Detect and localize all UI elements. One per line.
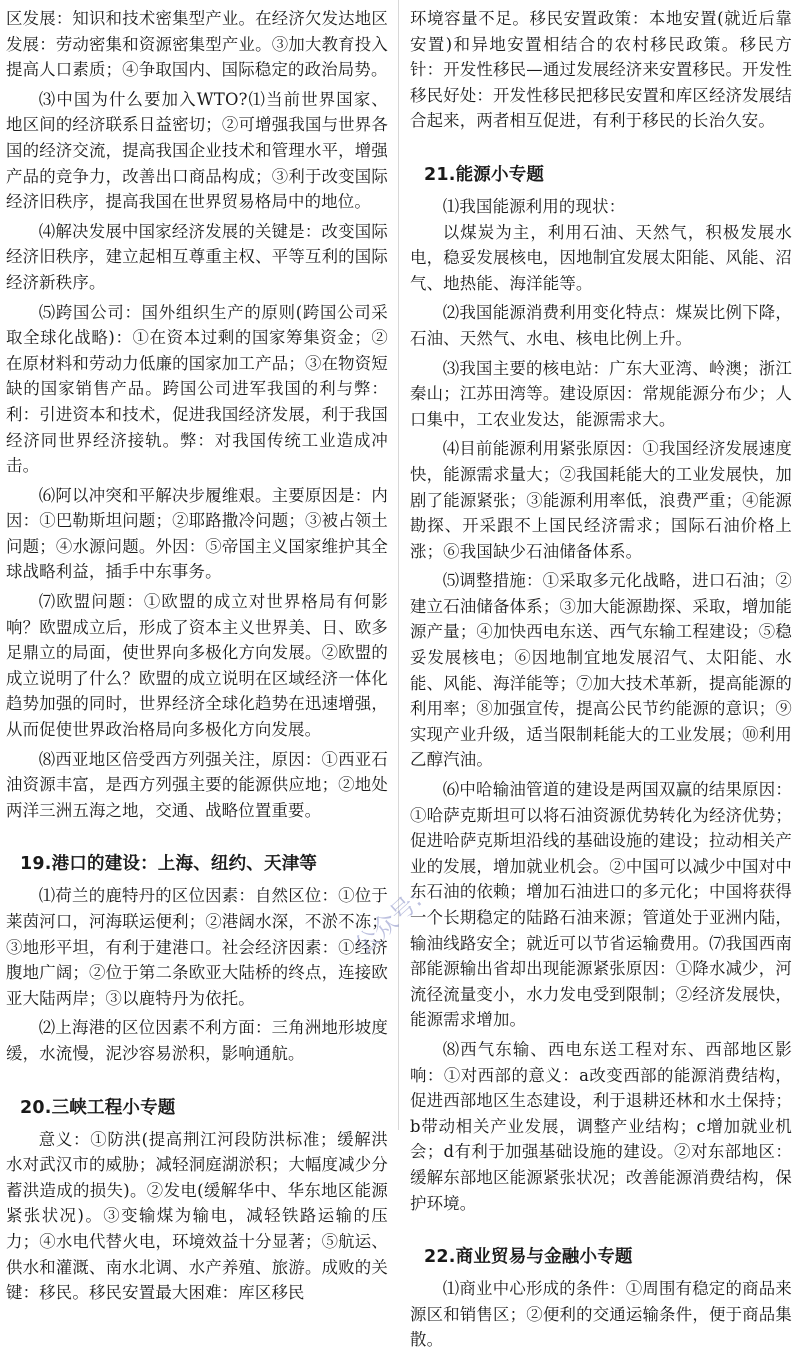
paragraph-eu: ⑺欧盟问题：①欧盟的成立对世界格局有何影响？欧盟成立后，形成了资本主义世界美、日、欧多足鼎立的局面，使世界向多极化方向发展。②欧盟的成立说明了什么？欧盟的成立说明在区域经济一体化趋势加强的同时，世界经济全球化趋势在迅速增强，从而促使世界政治格局向多极化方向发展。 (6, 592, 388, 740)
paragraph-energy-status: 以煤炭为主，利用石油、天然气，积极发展水电，稳妥发展核电，因地制宜发展太阳能、风能、沼气、地热能、海洋能等。 (410, 222, 792, 293)
paragraph-commerce-center: ⑴商业中心形成的条件：①周围有稳定的商品来源区和销售区；②便利的交通运输条件，便于商品集散。 (410, 1279, 792, 1350)
watermark: 公众号: (349, 885, 428, 961)
paragraph-wto: ⑶中国为什么要加入WTO?⑴当前世界国家、地区间的经济联系日益密切；②可增强我国与世界各国的经济交流，提高我国企业技术和管理水平，增强产品的竞争力，改善出口商品构成；③利于改变国际经济旧秩序，提高我国在世界贸易格局中的地位。 (6, 89, 388, 212)
section-heading-22: 22.商业贸易与金融小专题 (424, 1247, 633, 1268)
paragraph-multinationals: ⑸跨国公司：国外组织生产的原则(跨国公司采取全球化战略)：①在资本过剩的国家筹集资金；②在原材料和劳动力低廉的国家加工产品；③在物资短缺的国家销售产品。跨国公司进军我国的利与弊：利：引进资本和技术，促进我国经济发展，利于我国经济同世界经济接轨。弊：对我国传统工业造成冲击。 (6, 302, 388, 476)
paragraph-nuclear-plants: ⑶我国主要的核电站：广东大亚湾、岭澳；浙江秦山；江苏田湾等。建设原因：常规能源分布少；人口集中，工农业发达，能源需求大。 (410, 358, 792, 429)
paragraph-west-asia: ⑻西亚地区倍受西方列强关注，原因：①西亚石油资源丰富，是西方列强主要的能源供应地；②地处两洋三洲五海之地，交通、战略位置重要。 (6, 749, 388, 820)
paragraph-shanghai-port: ⑵上海港的区位因素不利方面：三角洲地形坡度缓，水流慢，泥沙容易淤积，影响通航。 (6, 1018, 388, 1063)
section-heading-19: 19.港口的建设：上海、纽约、天津等 (20, 854, 318, 875)
paragraph-pipeline: ⑹中哈输油管道的建设是两国双赢的结果原因：①哈萨克斯坦可以将石油资源优势转化为经济优势；促进哈萨克斯坦沿线的基础设施的建设；拉动相关产业的发展，增加就业机会。②中国可以减少中国对中东石油的依赖；增加石油进口的多元化；中国将获得一个长期稳定的陆路石油来源；管道处于亚洲内陆，输油线路安全；就近可以节省运输费用。⑺我国西南部能源输出省却出现能源紧张原因：①降水减少，河流径流量变小，水力发电受到限制；②经济发展快，能源需求增加。 (410, 780, 792, 1030)
right-column (410, 6, 792, 1353)
section-heading-20: 20.三峡工程小专题 (20, 1097, 176, 1118)
paragraph-energy-consumption: ⑵我国能源消费利用变化特点：煤炭比例下降，石油、天然气、水电、核电比例上升。 (410, 303, 792, 348)
paragraph-rotterdam: ⑴荷兰的鹿特丹的区位因素：自然区位：①位于莱茵河口，河海联运便利；②港阔水深，不淤不冻；③地形平坦，有利于建港口。社会经济因素：①经济腹地广阔；②位于第二条欧亚大陆桥的终点，连接欧亚大陆两岸；③以鹿特丹为依托。 (6, 886, 388, 1008)
paragraph-energy-measures: ⑸调整措施：①采取多元化战略，进口石油；②建立石油储备体系；③加大能源勘探、采取，增加能源产量；④加快西电东送、西气东输工程建设；⑤稳妥发展核电；⑥因地制宜地发展沼气、太阳能、水能、风能、海洋能等；⑦加大技术革新，提高能源的利用率；⑧加强宣传，提高公民节约能源的意识；⑨实现产业升级，适当限制耗能大的工业发展；⑩利用乙醇汽油。 (410, 571, 792, 770)
paragraph-resettlement: 环境容量不足。移民安置政策：本地安置(就近后靠安置)和异地安置相结合的农村移民政策。移民方针：开发性移民—通过发展经济来安置移民。开发性移民好处：开发性移民把移民安置和库区经济发展结合起来，两者相互促进，有利于移民的长治久安。 (410, 9, 792, 131)
paragraph-arab-israeli-conflict: ⑹阿以冲突和平解决步履维艰。主要原因是：内因：①巴勒斯坦问题；②耶路撒冷问题；③被占领土问题；④水源问题。外因：⑤帝国主义国家维护其全球战略利益，插手中东事务。 (6, 485, 388, 582)
paragraph-developing-countries: ⑷解决发展中国家经济发展的关键是：改变国际经济旧秩序，建立起相互尊重主权、平等互利的国际经济新秩序。 (6, 221, 388, 292)
paragraph-energy-status-title: ⑴我国能源利用的现状： (442, 196, 626, 216)
paragraph-three-gorges: 意义：①防洪(提高荆江河段防洪标准；缓解洪水对武汉市的威胁；减轻洞庭湖淤积；大幅度减少分蓄洪造成的损失)。②发电(缓解华中、华东地区能源紧张状况)。③变输煤为输电，减轻铁路运输的压力；④水电代替火电，环境效益十分显著；⑤航运、供水和灌溉、南水北调、水产养殖、旅游。成败的关键：移民。移民安置最大困难：库区移民 (6, 1129, 388, 1303)
left-column (6, 6, 388, 1306)
paragraph-intro: 区发展：知识和技术密集型产业。在经济欠发达地区发展：劳动密集和资源密集型产业。③加大教育投入提高人口素质；④争取国内、国际稳定的政治局势。 (6, 9, 388, 80)
paragraph-energy-shortage: ⑷目前能源利用紧张原因：①我国经济发展速度快，能源需求量大；②我国耗能大的工业发展快，加剧了能源紧张；③能源利用率低，浪费严重；④能源勘探、开采跟不上国民经济需求；国际石油价格上涨；⑥我国缺少石油储备体系。 (410, 439, 792, 561)
column-divider (398, 0, 399, 1130)
paragraph-west-east-projects: ⑻西气东输、西电东送工程对东、西部地区影响：①对西部的意义：a改变西部的能源消费结构，促进西部地区生态建设，利于退耕还林和水土保持；b带动相关产业发展，调整产业结构；c增加就业机会；d有利于加强基础设施的建设。②对东部地区：缓解东部地区能源紧张状况；改善能源消费结构，保护环境。 (410, 1039, 792, 1213)
section-heading-21: 21.能源小专题 (424, 164, 545, 185)
